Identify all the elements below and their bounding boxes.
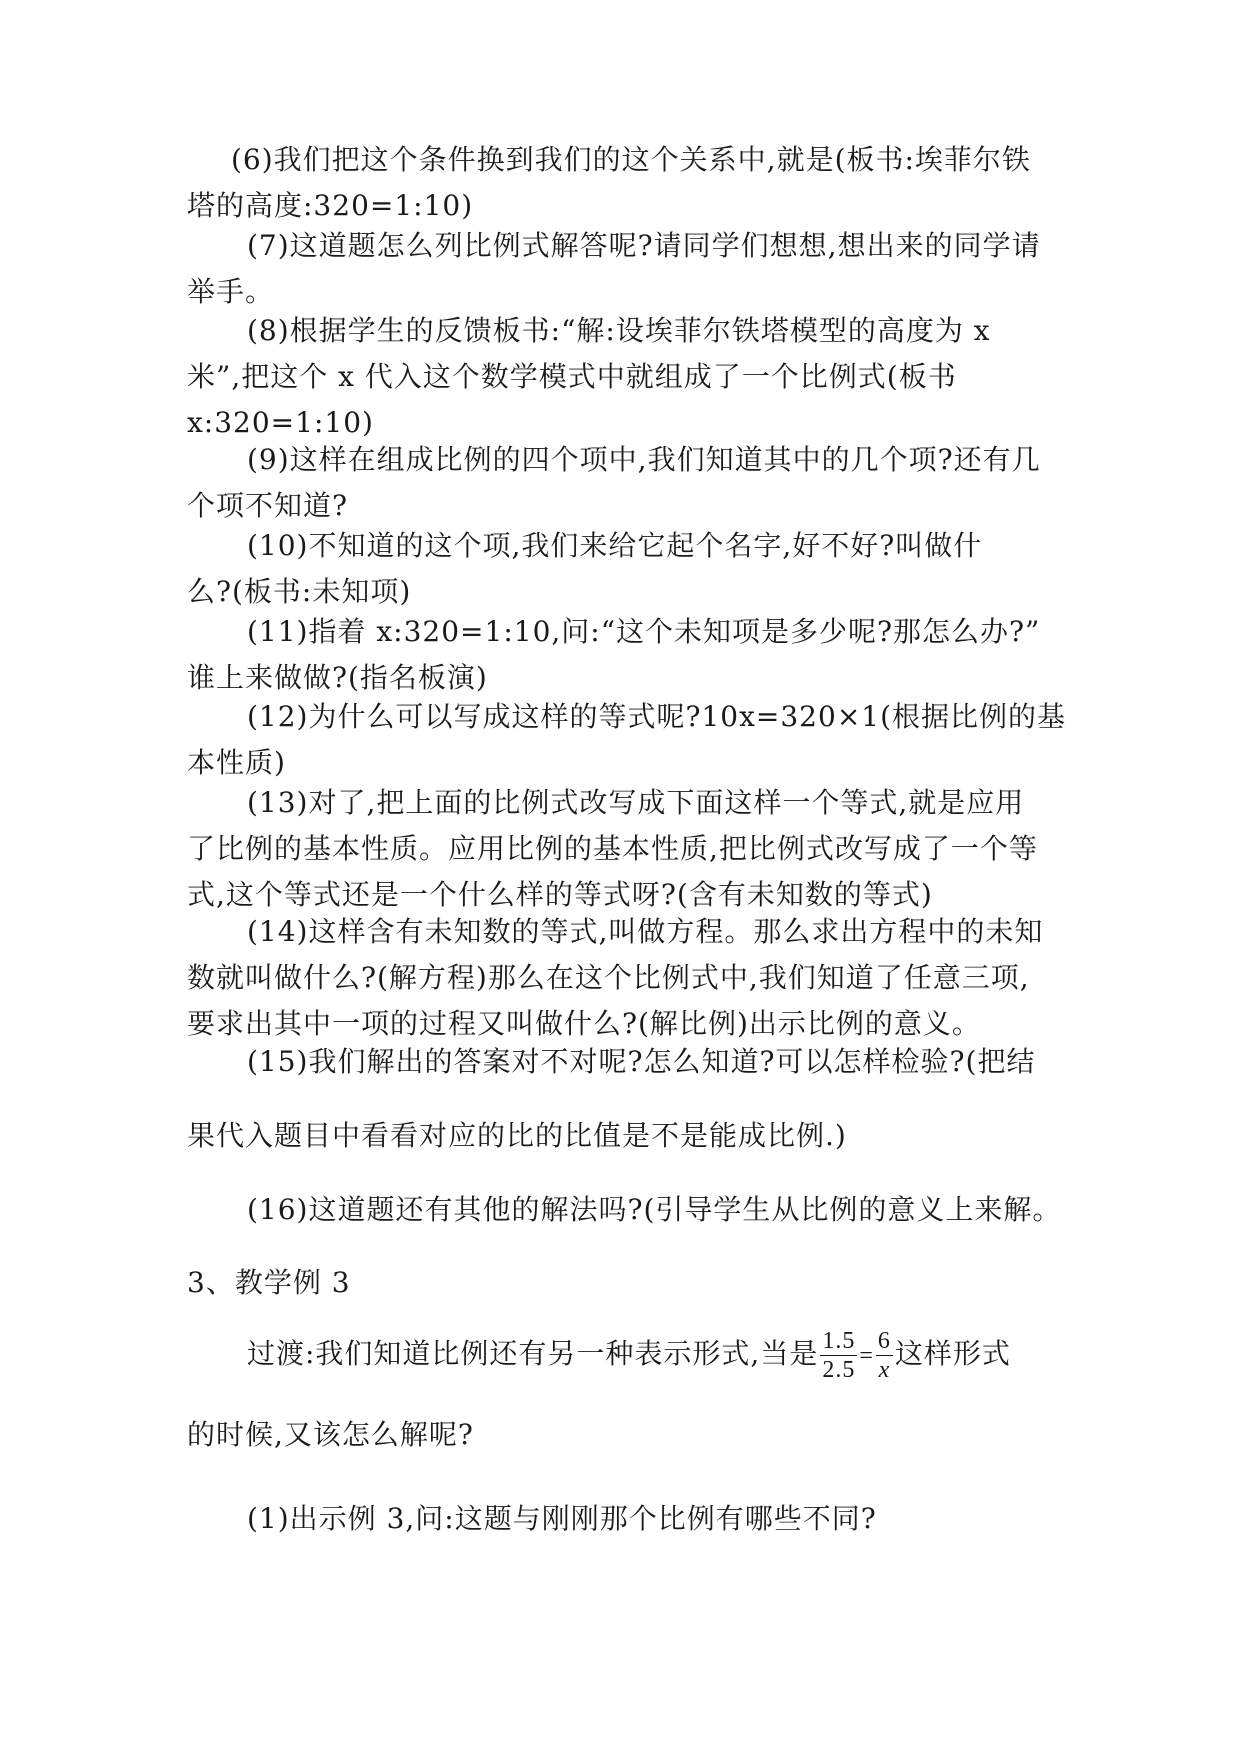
- paragraph-example-3-step-1: [187, 1496, 1057, 1542]
- fraction-1-numerator: 1.5: [822, 1328, 856, 1354]
- paragraph-14: [187, 909, 1057, 1047]
- text-line: 举手。: [187, 275, 275, 308]
- text-line: 式,这个等式还是一个什么样的等式呀?(含有未知数的等式): [187, 878, 933, 911]
- text-line: 3、教学例 3: [187, 1266, 351, 1299]
- paragraph-10: [187, 523, 1057, 615]
- paragraph-15: [187, 1039, 1057, 1085]
- paragraph-6: [187, 137, 1057, 229]
- paragraph-13: [187, 780, 1057, 918]
- section-heading-example-3: [187, 1260, 1057, 1306]
- text-line: (1)出示例 3,问:这题与刚刚那个比例有哪些不同?: [247, 1502, 877, 1535]
- text-line: (13)对了,把上面的比例式改写成下面这样一个等式,就是应用: [247, 786, 1025, 819]
- text-line: (16)这道题还有其他的解法吗?(引导学生从比例的意义上来解。: [247, 1193, 1062, 1226]
- text-line: 个项不知道?: [187, 489, 349, 522]
- paragraph-11: [187, 609, 1057, 701]
- text-line: 么?(板书:未知项): [187, 575, 412, 608]
- text-line: (9)这样在组成比例的四个项中,我们知道其中的几个项?还有几: [247, 443, 1041, 476]
- fraction-1-denominator: 2.5: [822, 1357, 856, 1383]
- text-line: x:320=1:10): [187, 406, 374, 439]
- paragraph-16: [187, 1187, 1062, 1233]
- text-line: 了比例的基本性质。应用比例的基本性质,把比例式改写成了一个等: [187, 832, 1038, 865]
- paragraph-transition-continued: [187, 1412, 1057, 1458]
- fraction-2-numerator: 6: [877, 1328, 891, 1354]
- text-line: (11)指着 x:320=1:10,问:“这个未知项是多少呢?那怎么办?”: [247, 615, 1041, 648]
- text-line: (10)不知道的这个项,我们来给它起个名字,好不好?叫做什: [247, 529, 983, 562]
- text-line: 谁上来做做?(指名板演): [187, 661, 488, 694]
- transition-text-after: 这样形式: [894, 1337, 1011, 1370]
- text-line: (7)这道题怎么列比例式解答呢?请同学们想想,想出来的同学请: [247, 229, 1041, 262]
- paragraph-8: [187, 308, 1057, 446]
- text-line: 要求出其中一项的过程又叫做什么?(解比例)出示比例的意义。: [187, 1007, 981, 1040]
- text-line: (12)为什么可以写成这样的等式呢?10x=320×1(根据比例的基: [247, 700, 1067, 733]
- text-line: (15)我们解出的答案对不对呢?怎么知道?可以怎样检验?(把结: [247, 1045, 1036, 1078]
- text-line: 本性质): [187, 746, 286, 779]
- text-line: 果代入题目中看看对应的比的比值是不是能成比例.): [187, 1119, 847, 1152]
- fraction-2-denominator: x: [878, 1357, 891, 1383]
- text-line: (14)这样含有未知数的等式,叫做方程。那么求出方程中的未知: [247, 915, 1044, 948]
- text-line: 的时候,又该怎么解呢?: [187, 1418, 474, 1451]
- text-line: 数就叫做什么?(解方程)那么在这个比例式中,我们知道了任意三项,: [187, 961, 1030, 994]
- text-line: (8)根据学生的反馈板书:“解:设埃菲尔铁塔模型的高度为 x: [247, 314, 991, 347]
- text-line: 米”,把这个 x 代入这个数学模式中就组成了一个比例式(板书: [187, 360, 957, 393]
- text-line: (6)我们把这个条件换到我们的这个关系中,就是(板书:埃菲尔铁: [231, 143, 1031, 176]
- fraction-1: [820, 1327, 857, 1384]
- equals-sign: =: [859, 1342, 874, 1369]
- paragraph-15-continued: [187, 1113, 1057, 1159]
- text-line: 塔的高度:320=1:10): [187, 189, 474, 222]
- fraction-2: [876, 1327, 893, 1384]
- paragraph-9: [187, 437, 1057, 529]
- transition-text-before: 过渡:我们知道比例还有另一种表示形式,当是: [247, 1337, 819, 1370]
- transition-line: [247, 1327, 1011, 1384]
- paragraph-12: [187, 694, 1067, 786]
- paragraph-7: [187, 223, 1057, 315]
